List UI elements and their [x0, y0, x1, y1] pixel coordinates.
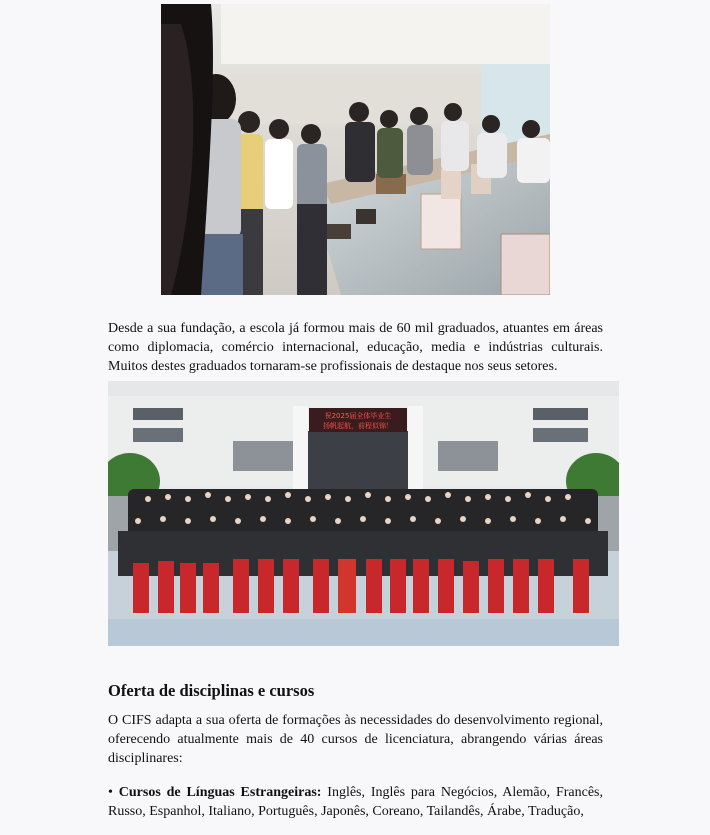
courses-intro-paragraph: O CIFS adapta a sua oferta de formações às necessidades do desenvolvimento regional, oferecendo atualmente mais de 40 cursos de licenciatura, abrangendo várias áreas disciplinares:: [108, 713, 603, 766]
bullet-marker: •: [108, 785, 113, 800]
banner-line2: 扬帆起航，前程似锦！: [323, 422, 393, 430]
banner-line1: 祝2025届全体毕业生: [324, 412, 392, 420]
section-heading: Oferta de disciplinas e cursos: [108, 681, 315, 700]
bullet-text: Inglês, Inglês para Negócios, Alemão, Francês, Russo, Espanhol, Italiano, Português, Japonês, Coreano, Tailandês, Árabe, Tradução,: [108, 785, 603, 819]
exhibition-photo: [161, 4, 550, 295]
bullet-label: Cursos de Línguas Estrangeiras:: [118, 785, 322, 800]
graduation-photo: [108, 381, 619, 646]
bullet-foreign-languages: [108, 783, 603, 821]
graduates-paragraph: Desde a sua fundação, a escola já formou mais de 60 mil graduados, atuantes em áreas como diplomacia, comércio internacional, educação, media e indústrias culturais. Muitos destes graduados tornaram-se profissionais de destaque nos seus setores.: [108, 321, 603, 374]
